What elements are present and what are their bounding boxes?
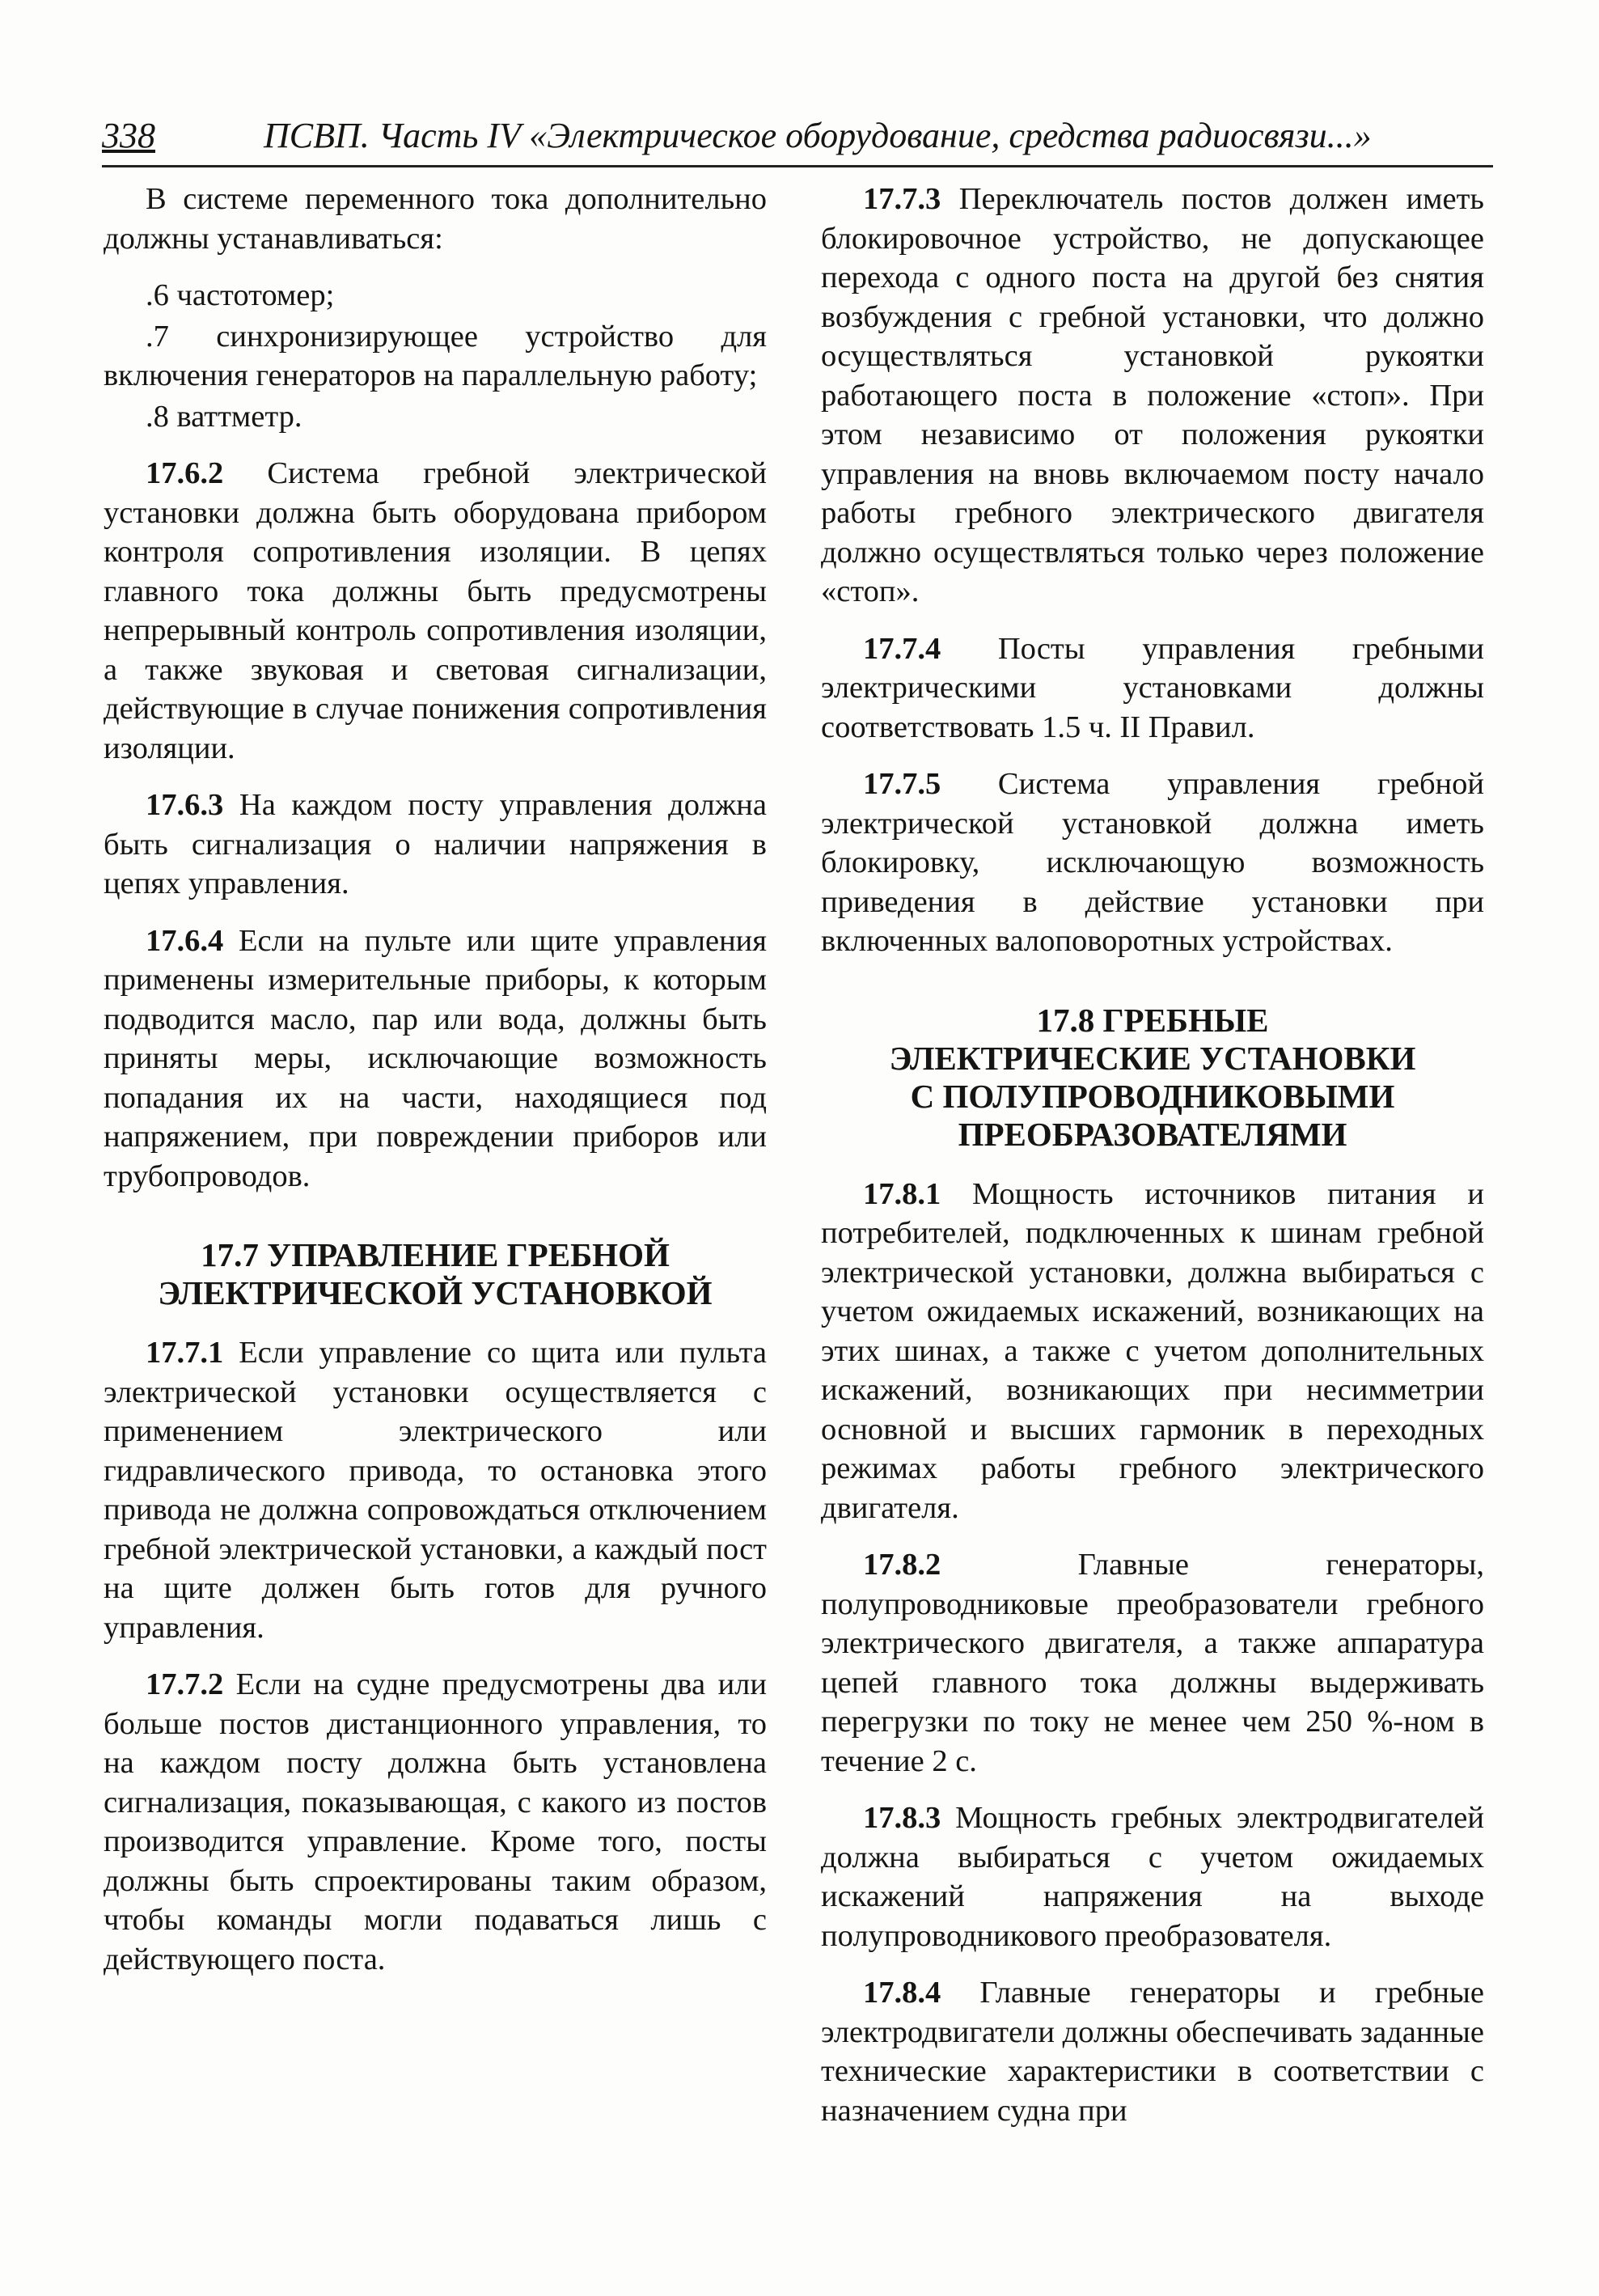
paragraph-17-7-1 (104, 1333, 767, 1647)
clause-text: Если на судне предусмотрены два или больше постов дистанционного управления, то на каждом посту должна быть установлена сигнализация, показывающая, с какого из постов производится управление. Кроме того, посты должны быть спроектированы таким образом, чтобы команды могли подаваться лишь с действующего поста. (104, 1667, 767, 1976)
item-text: синхронизирующее устройство для включения генераторов на параллельную работу; (104, 319, 767, 392)
paragraph-17-7-5 (821, 765, 1484, 961)
clause-number: 17.8.2 (863, 1548, 941, 1582)
section-heading-17-8 (821, 1002, 1484, 1154)
clause-text: На каждом посту управления должна быть сигнализация о наличии напряжения в цепях управления. (104, 788, 767, 900)
running-title: ПСВП. Часть IV «Электрическое оборудование, средства радиосвязи...» (264, 116, 1372, 155)
clause-text: Переключатель постов должен иметь блокировочное устройство, не допускающее перехода с одного поста на другой без снятия возбуждения с гребной установки, что должно осуществляться установкой рукоятки работающего поста в положение «стоп». При этом независимо от положения рукоятки управления на вновь включаемом посту начало работы гребного электрического двигателя должно осуществляться только через положение «стоп». (821, 182, 1484, 608)
item-number: .8 (146, 399, 169, 434)
clause-number: 17.8.4 (863, 1976, 941, 2010)
heading-line: ЭЛЕКТРИЧЕСКИЕ УСТАНОВКИ (889, 1039, 1416, 1077)
page-number: 338 (102, 116, 155, 155)
clause-text: Главные генераторы и гребные электродвигатели должны обеспечивать заданные технические характеристики в соответствии с назначением судна при (821, 1976, 1484, 2128)
section-heading-17-7 (104, 1236, 767, 1312)
clause-text: Если на пульте или щите управления применены измерительные приборы, к которым подводится масло, пар или вода, должны быть приняты меры, исключающие возможность попадания их на части, находящиеся под напряжением, при повреждении приборов или трубопроводов. (104, 923, 767, 1193)
paragraph-17-7-2 (104, 1665, 767, 1979)
item-number: .7 (146, 319, 169, 354)
clause-number: 17.8.1 (863, 1176, 941, 1211)
paragraph-17-8-1 (821, 1175, 1484, 1528)
page-header (102, 113, 1493, 167)
clause-text: Система гребной электрической установки должна быть оборудована прибором контроля сопротивления изоляции. В цепях главного тока должны быть предусмотрены непрерывный контроль сопротивления изоляции, а также звуковая и световая сигнализации, действующие в случае понижения сопротивления изоляции. (104, 456, 767, 765)
clause-text: Мощность гребных электродвигателей должна выбираться с учетом ожидаемых искажений напряжения на выходе полупроводникового преобразователя. (821, 1801, 1484, 1953)
clause-number: 17.7.3 (863, 182, 941, 216)
clause-number: 17.8.3 (863, 1801, 941, 1835)
item-text: частотомер; (168, 278, 335, 312)
paragraph-17-8-3 (821, 1798, 1484, 1955)
clause-text: Если управление со щита или пульта электрической установки осуществляется с применением электрического или гидравлического привода, то остановка этого привода не должна сопровождаться отключением гребной электрической установки, а каждый пост на щите должен быть готов для ручного управления. (104, 1336, 767, 1645)
heading-line: ПРЕОБРАЗОВАТЕЛЯМИ (958, 1115, 1347, 1153)
clause-number: 17.7.4 (863, 631, 941, 666)
paragraph-17-8-4 (821, 1973, 1484, 2130)
clause-number: 17.6.2 (146, 456, 224, 490)
left-column (104, 180, 767, 1997)
clause-text: Посты управления гребными электрическими установками должны соответствовать 1.5 ч. II Правил. (821, 631, 1484, 744)
right-column (821, 180, 1484, 2148)
clause-number: 17.7.5 (863, 767, 941, 801)
heading-line: С ПОЛУПРОВОДНИКОВЫМИ (910, 1077, 1395, 1115)
clause-number: 17.7.2 (146, 1667, 224, 1701)
paragraph-intro: В системе переменного тока дополнительно должны устанавливаться: (104, 182, 767, 256)
clause-text: Мощность источников питания и потребителей, подключенных к шинам гребной электрической установки, должна выбираться с учетом ожидаемых искажений, возникающих на этих шинах, а также с учетом дополнительных искажений, возникающих при несимметрии основной и высших гармоник в переходных режимах работы гребного электрического двигателя. (821, 1176, 1484, 1525)
clause-text: Главные генераторы, полупроводниковые преобразователи гребного электрического двигателя, а также аппаратура цепей главного тока должны выдерживать перегрузки по току не менее чем 250 %-ном в течение 2 с. (821, 1548, 1484, 1778)
clause-number: 17.7.1 (146, 1336, 224, 1370)
item-text: ваттметр. (168, 399, 302, 434)
paragraph-17-6-2 (104, 454, 767, 768)
paragraph-17-6-3 (104, 786, 767, 904)
heading-line: ЭЛЕКТРИЧЕСКОЙ УСТАНОВКОЙ (158, 1274, 713, 1311)
heading-line: 17.8 ГРЕБНЫЕ (1036, 1001, 1269, 1039)
paragraph-17-6-4 (104, 921, 767, 1197)
clause-text: Система управления гребной электрической установкой должна иметь блокировку, исключающую возможность приведения в действие установки при включенных валоповоротных устройствах. (821, 767, 1484, 958)
paragraph-17-7-3 (821, 180, 1484, 612)
list-item (104, 397, 767, 437)
list-item (104, 276, 767, 316)
paragraph-17-7-4 (821, 629, 1484, 748)
clause-number: 17.6.4 (146, 923, 224, 958)
item-number: .6 (146, 278, 169, 312)
heading-line: 17.7 УПРАВЛЕНИЕ ГРЕБНОЙ (201, 1236, 670, 1273)
list-item (104, 317, 767, 396)
paragraph-17-8-2 (821, 1545, 1484, 1781)
clause-number: 17.6.3 (146, 788, 224, 822)
